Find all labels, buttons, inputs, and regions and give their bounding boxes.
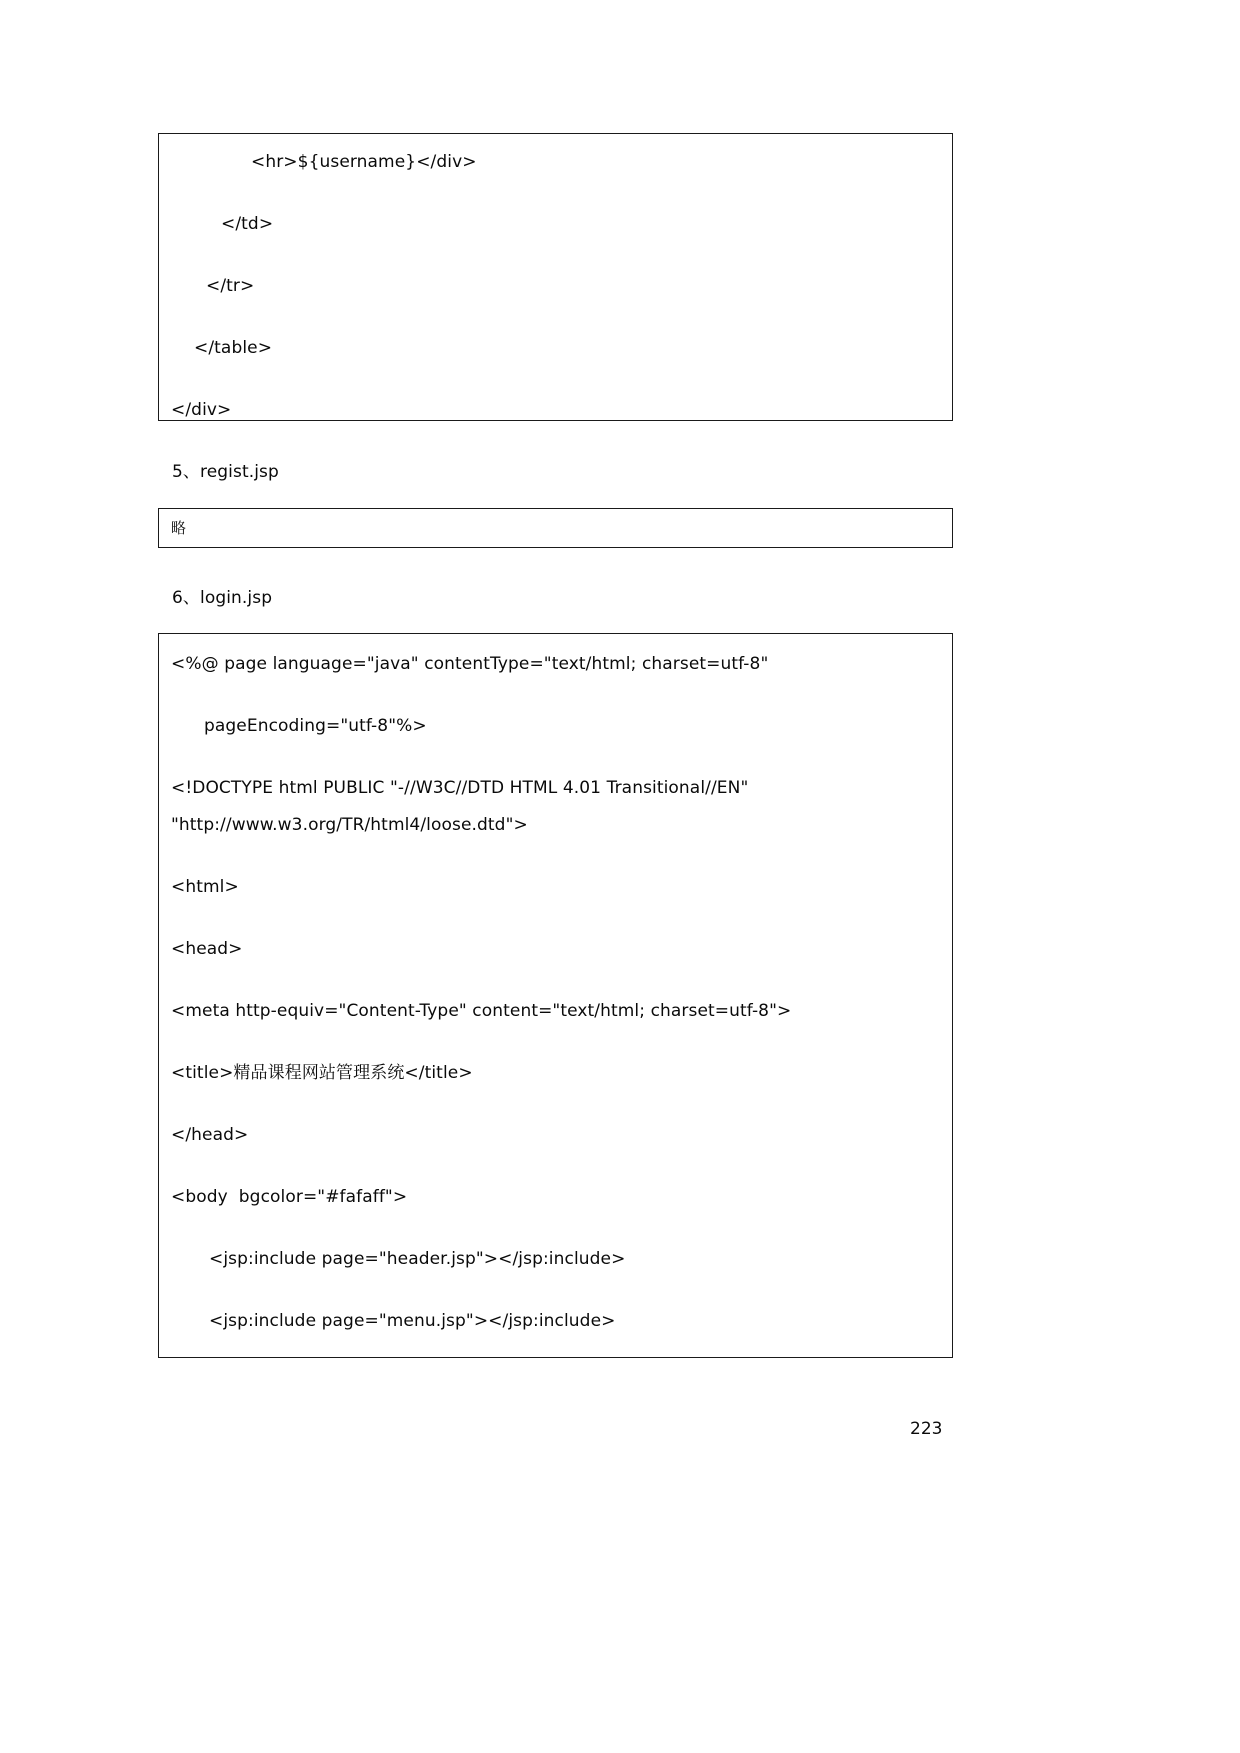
code-line: <meta http-equiv="Content-Type" content="text/html; charset=utf-8"> <box>171 1001 792 1021</box>
code-line: <body bgcolor="#fafaff"> <box>171 1187 408 1207</box>
code-line: pageEncoding="utf-8"%> <box>204 716 427 736</box>
code-line: </tr> <box>206 276 255 296</box>
code-line: </head> <box>171 1125 249 1145</box>
code-line: <jsp:include page="menu.jsp"></jsp:include> <box>209 1311 616 1331</box>
code-line: "http://www.w3.org/TR/html4/loose.dtd"> <box>171 815 528 835</box>
code-line: </table> <box>194 338 273 358</box>
code-line: <title>精品课程网站管理系统</title> <box>171 1063 473 1083</box>
code-line: <jsp:include page="header.jsp"></jsp:include> <box>209 1249 626 1269</box>
code-line: </div> <box>171 400 232 420</box>
code-line: <%@ page language="java" contentType="text/html; charset=utf-8" <box>171 654 769 674</box>
code-block-closing-tags <box>158 133 953 421</box>
code-line: 略 <box>171 519 187 537</box>
page-number: 223 <box>910 1419 943 1439</box>
code-line: <!DOCTYPE html PUBLIC "-//W3C//DTD HTML 4.01 Transitional//EN" <box>171 778 749 798</box>
code-block-regist <box>158 508 953 548</box>
code-block-login <box>158 633 953 1358</box>
code-line: <hr>${username}</div> <box>251 152 477 172</box>
section-heading-regist: 5、regist.jsp <box>172 462 279 482</box>
code-line: <head> <box>171 939 243 959</box>
section-heading-login: 6、login.jsp <box>172 588 273 608</box>
code-line: </td> <box>221 214 274 234</box>
code-line: <html> <box>171 877 239 897</box>
